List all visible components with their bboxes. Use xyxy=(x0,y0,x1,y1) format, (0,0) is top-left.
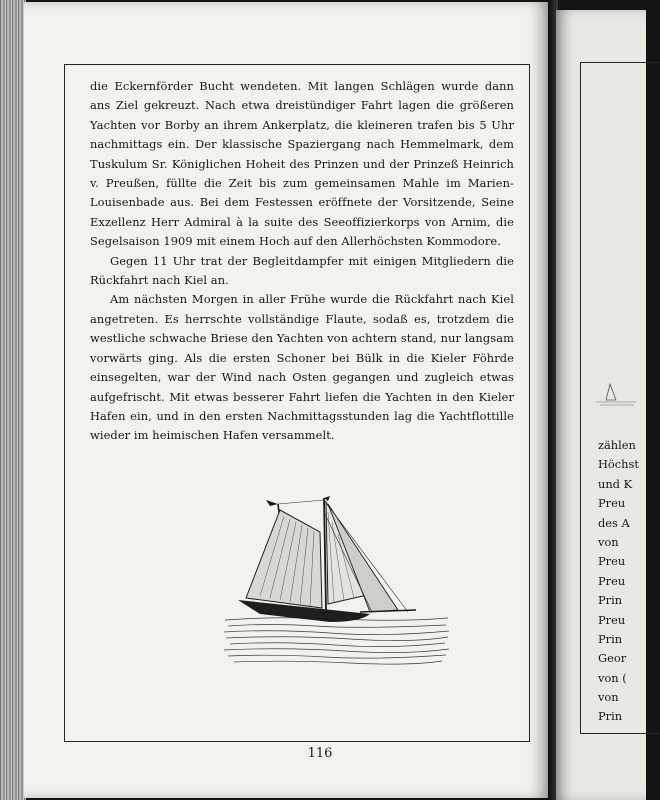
paragraph-3: Am nächsten Morgen in aller Frühe wurde die Rückfahrt nach Kiel angetreten. Es herrschte vollständige Flaute, sodaß es, trotzdem die westliche schwache Briese den Yachten von achtern stand, nur langsam vorwärts ging. Als die ersten Schoner bei Bülk in die Kieler Föhrde einsegelten, war der Wind nach Osten gegangen und zugleich etwas aufgefrischt. Mit etwas besserer Fahrt liefen die Yachten in den Kieler Hafen ein, und in den ersten Nachmittagsstunden lag die Yachtflottille wieder im heimischen Hafen versammelt. xyxy=(90,292,514,443)
fragment-line: von xyxy=(598,690,619,705)
fragment-line: Preu xyxy=(598,612,626,627)
fragment-line: von ( xyxy=(598,670,627,685)
sailboat-illustration xyxy=(220,492,452,672)
fragment-line: Preu xyxy=(598,496,626,511)
pennant-flag xyxy=(266,500,278,506)
body-text xyxy=(90,77,514,446)
page-number: 116 xyxy=(307,746,333,761)
fragment-line: Geor xyxy=(598,651,627,666)
paragraph-2: Gegen 11 Uhr trat der Begleitdampfer mit einigen Mitgliedern die Rückfahrt nach Kiel an. xyxy=(90,253,514,288)
fragment-line: Prin xyxy=(598,709,623,724)
fragment-line: zählen xyxy=(598,438,636,452)
fragment-line: von xyxy=(598,534,619,549)
sea-hatching xyxy=(224,618,449,664)
fragment-line: des A xyxy=(598,515,630,530)
small-boat-sketch xyxy=(596,380,636,410)
right-page-text-fragments xyxy=(598,436,638,727)
fore-sail xyxy=(246,510,322,608)
fragment-line: Prin xyxy=(598,593,623,608)
fragment-line: Höchst xyxy=(598,457,639,472)
paragraph-1: die Eckernförder Bucht wendeten. Mit langen Schlägen wurde dann ans Ziel gekreuzt. Nach etwa dreistündiger Fahrt lagen die größeren Yachten vor Borby an ihrem Ankerplatz, die kleineren trafen bis 5 Uhr nachmittags ein. Der klassische Spaziergang nach Hemmelmark, dem Tuskulum Sr. Königlichen Hoheit des Prinzen und der Prinzeß Heinrich v. Preußen, füllte die Zeit bis zum gemeinsamen Mahle im Marien-Louisenbade aus. Bei dem Festessen eröffnete der Vorsitzende, Seine Exzellenz Herr Admiral à la suite des Seeoffizierkorps von Arnim, die Segelsaison 1909 mit einem Hoch auf den Allerhöchsten Kommodore. xyxy=(90,79,514,249)
fragment-line: und K xyxy=(598,476,633,491)
main-mast xyxy=(324,498,326,610)
fragment-line: Preu xyxy=(598,554,626,569)
fragment-line: Preu xyxy=(598,573,626,588)
fragment-line: Prin xyxy=(598,631,623,646)
book-binding-edge xyxy=(0,0,26,800)
